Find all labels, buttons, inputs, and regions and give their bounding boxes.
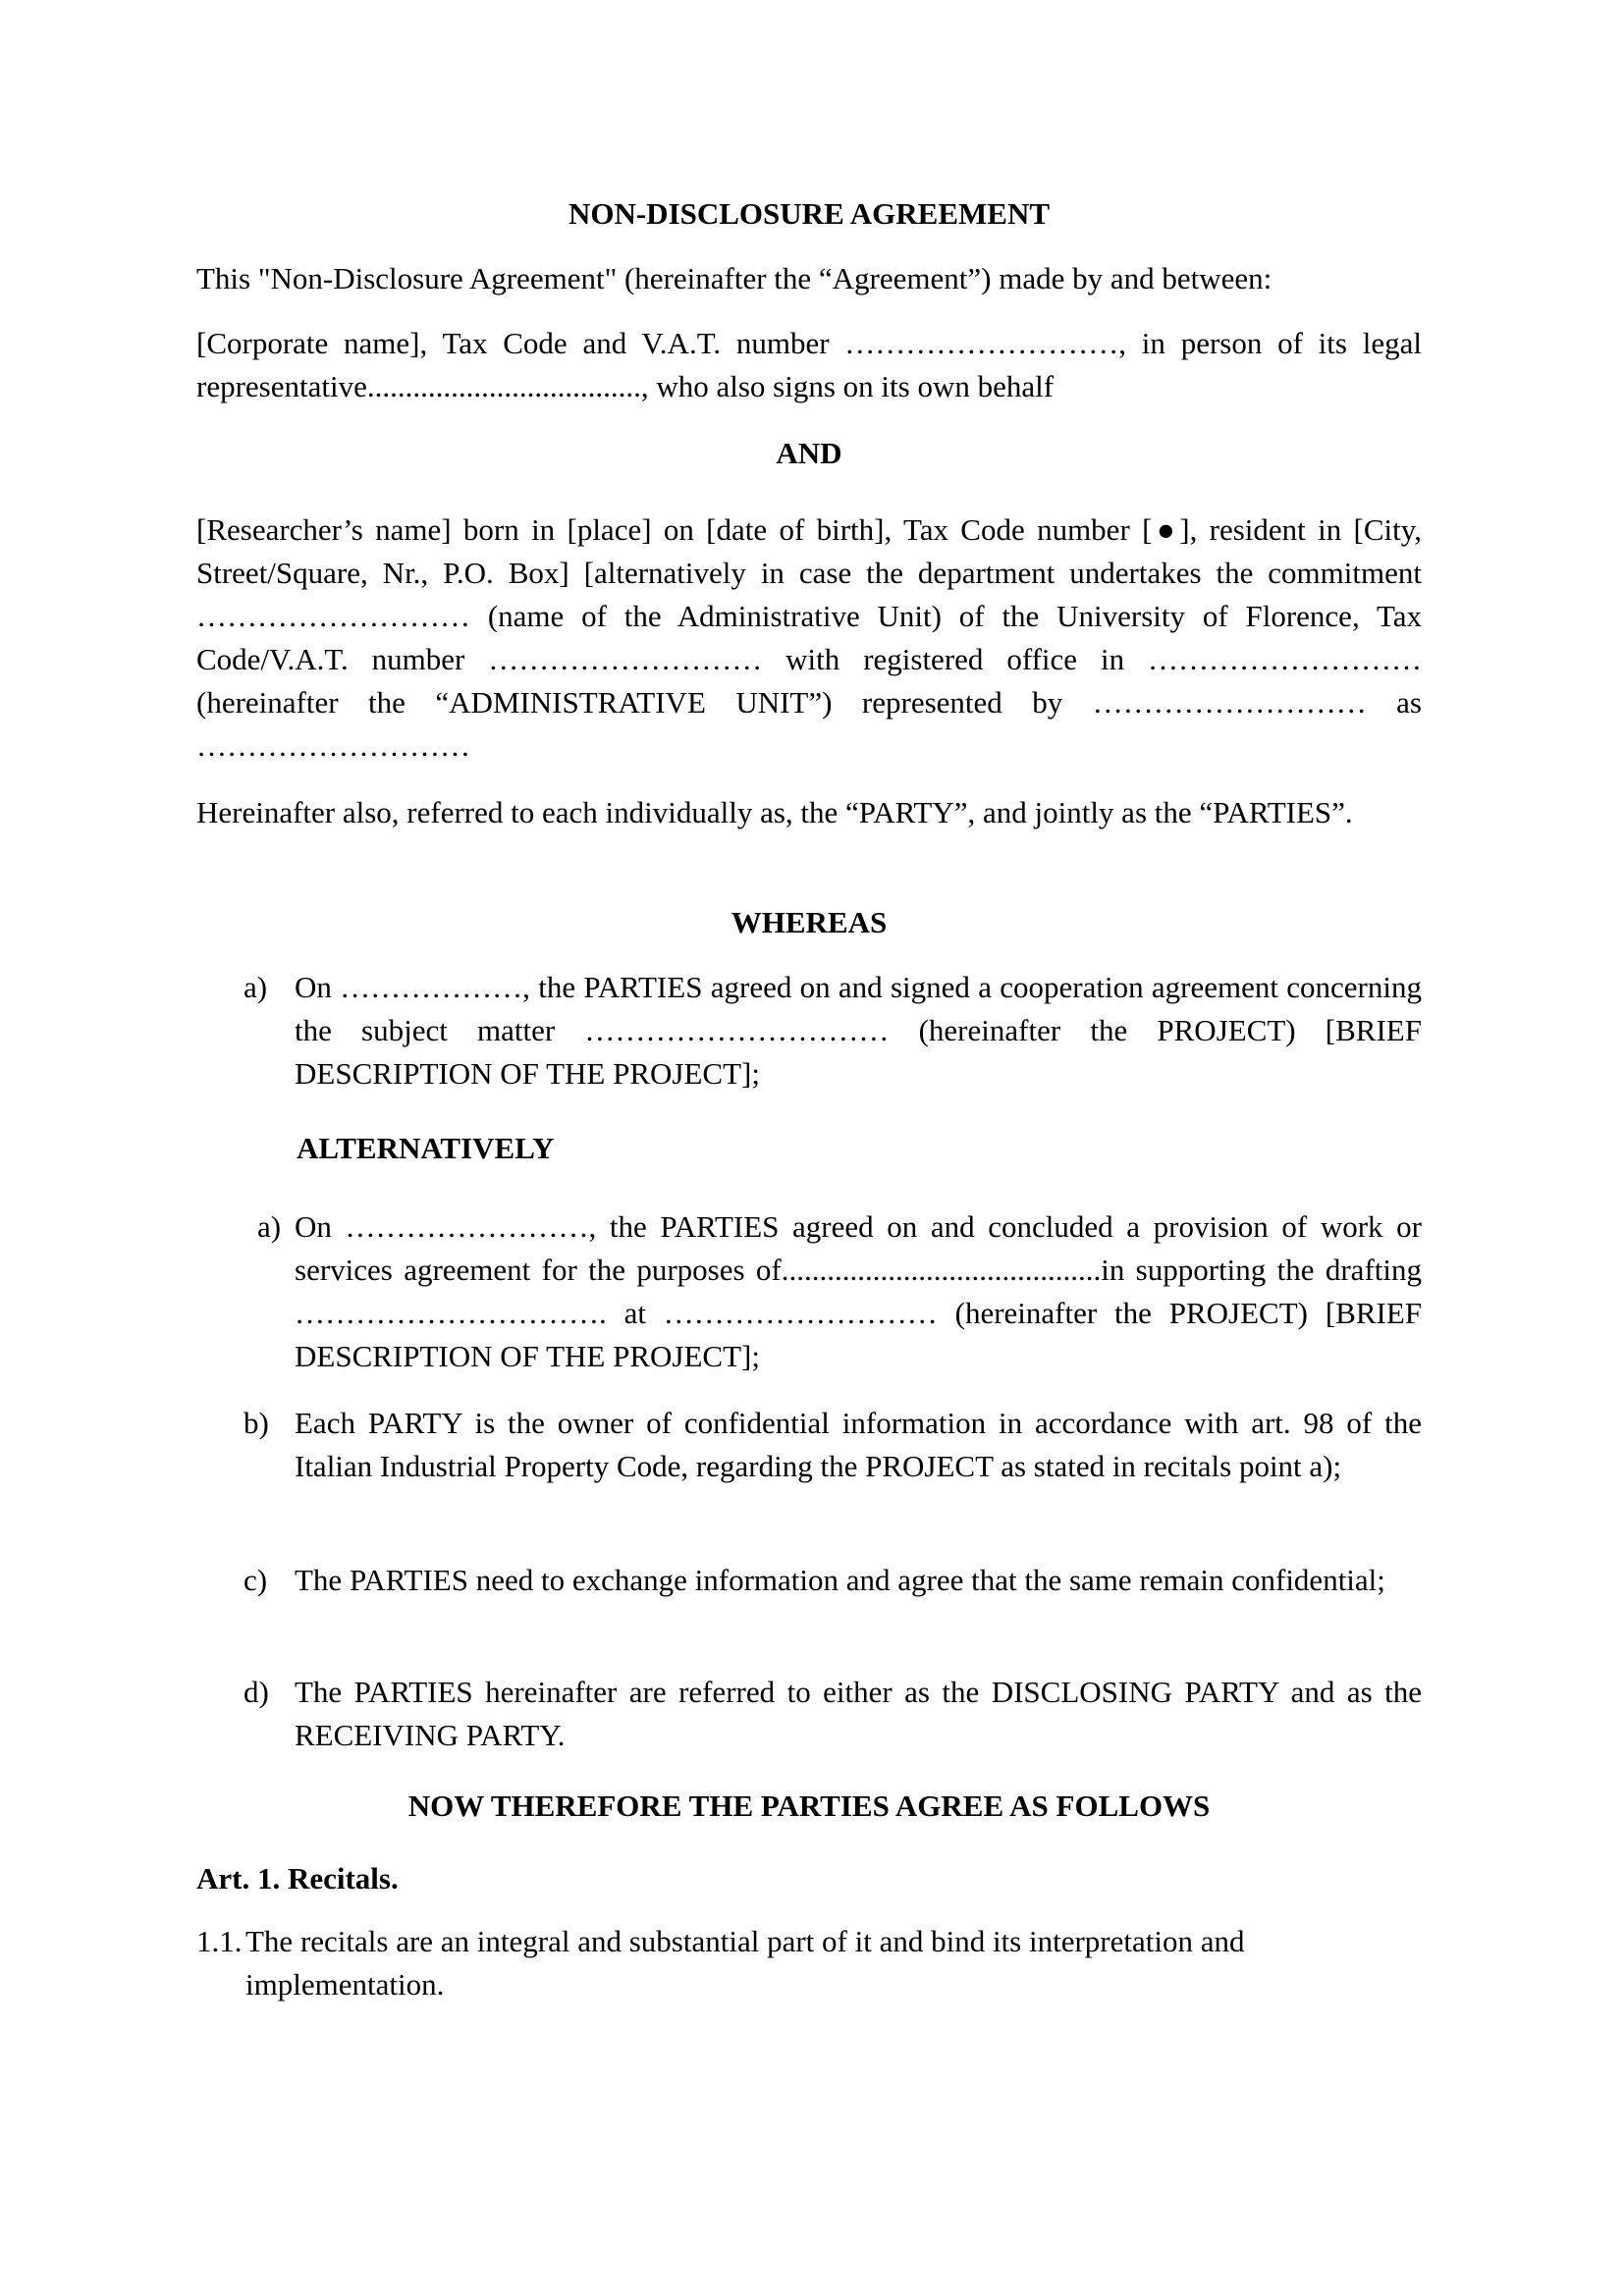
clause-number: 1.1.	[196, 1924, 243, 1958]
agreement-heading: NOW THEREFORE THE PARTIES AGREE AS FOLLOWS	[407, 1789, 1211, 1823]
whereas-heading: WHEREAS	[731, 905, 888, 939]
recital-text: On ……………………, the PARTIES agreed on and concluded a provision of work or services agreement for the purposes of..........................................in supporting the drafting …………………………. at ……………………… (hereinafter the PROJECT) [BRIEF DESCRIPTION OF THE PROJECT];	[295, 1209, 1422, 1373]
recital-marker: c)	[244, 1563, 268, 1597]
intro-paragraph: This "Non-Disclosure Agreement" (hereinafter the “Agreement”) made by and between:	[196, 261, 1272, 295]
recital-marker: a)	[244, 970, 268, 1004]
alternatively-heading: ALTERNATIVELY	[297, 1131, 555, 1165]
recital-d	[244, 1671, 1422, 1757]
recital-marker: a)	[257, 1209, 282, 1244]
and-heading: AND	[776, 436, 842, 470]
recital-a	[244, 966, 1422, 1095]
recital-text: On ………………, the PARTIES agreed on and signed a cooperation agreement concerning the subject matter ………………………… (hereinafter the PROJECT) [BRIEF DESCRIPTION OF THE PROJECT];	[295, 970, 1422, 1091]
recital-a-alternative	[257, 1205, 1422, 1378]
recital-text: The PARTIES hereinafter are referred to either as the DISCLOSING PARTY and as the RECEIVING PARTY.	[295, 1675, 1422, 1752]
recital-b	[244, 1402, 1422, 1488]
recital-marker: d)	[244, 1675, 269, 1709]
recital-text: Each PARTY is the owner of confidential information in accordance with art. 98 of the Italian Industrial Property Code, regarding the PROJECT as stated in recitals point a);	[295, 1406, 1422, 1483]
recital-marker: b)	[244, 1406, 269, 1440]
clause-text: The recitals are an integral and substantial part of it and bind its interpretation and implementation.	[245, 1924, 1245, 2002]
clause-1-1	[196, 1920, 1335, 2006]
second-party-paragraph: [Researcher’s name] born in [place] on [date of birth], Tax Code number [●], resident in [City, Street/Square, Nr., P.O. Box] [alternatively in case the department undertakes the commitment ……………………… (name of the Administrative Unit) of the University of Florence, Tax Code/V.A.T. number ……………………… with registered office in ……………………… (hereinafter the “ADMINISTRATIVE UNIT”) represented by ……………………… as ………………………	[196, 512, 1422, 763]
parties-definition-paragraph: Hereinafter also, referred to each individually as, the “PARTY”, and jointly as the “PARTIES”.	[196, 795, 1353, 829]
first-party-paragraph: [Corporate name], Tax Code and V.A.T. number ………………………, in person of its legal representative...................................., who also signs on its own behalf	[196, 326, 1422, 403]
article-1-heading: Art. 1. Recitals.	[196, 1861, 399, 1896]
recital-c	[244, 1559, 1422, 1602]
document-title: NON-DISCLOSURE AGREEMENT	[568, 196, 1051, 231]
recital-text: The PARTIES need to exchange information and agree that the same remain confidential;	[295, 1563, 1385, 1597]
